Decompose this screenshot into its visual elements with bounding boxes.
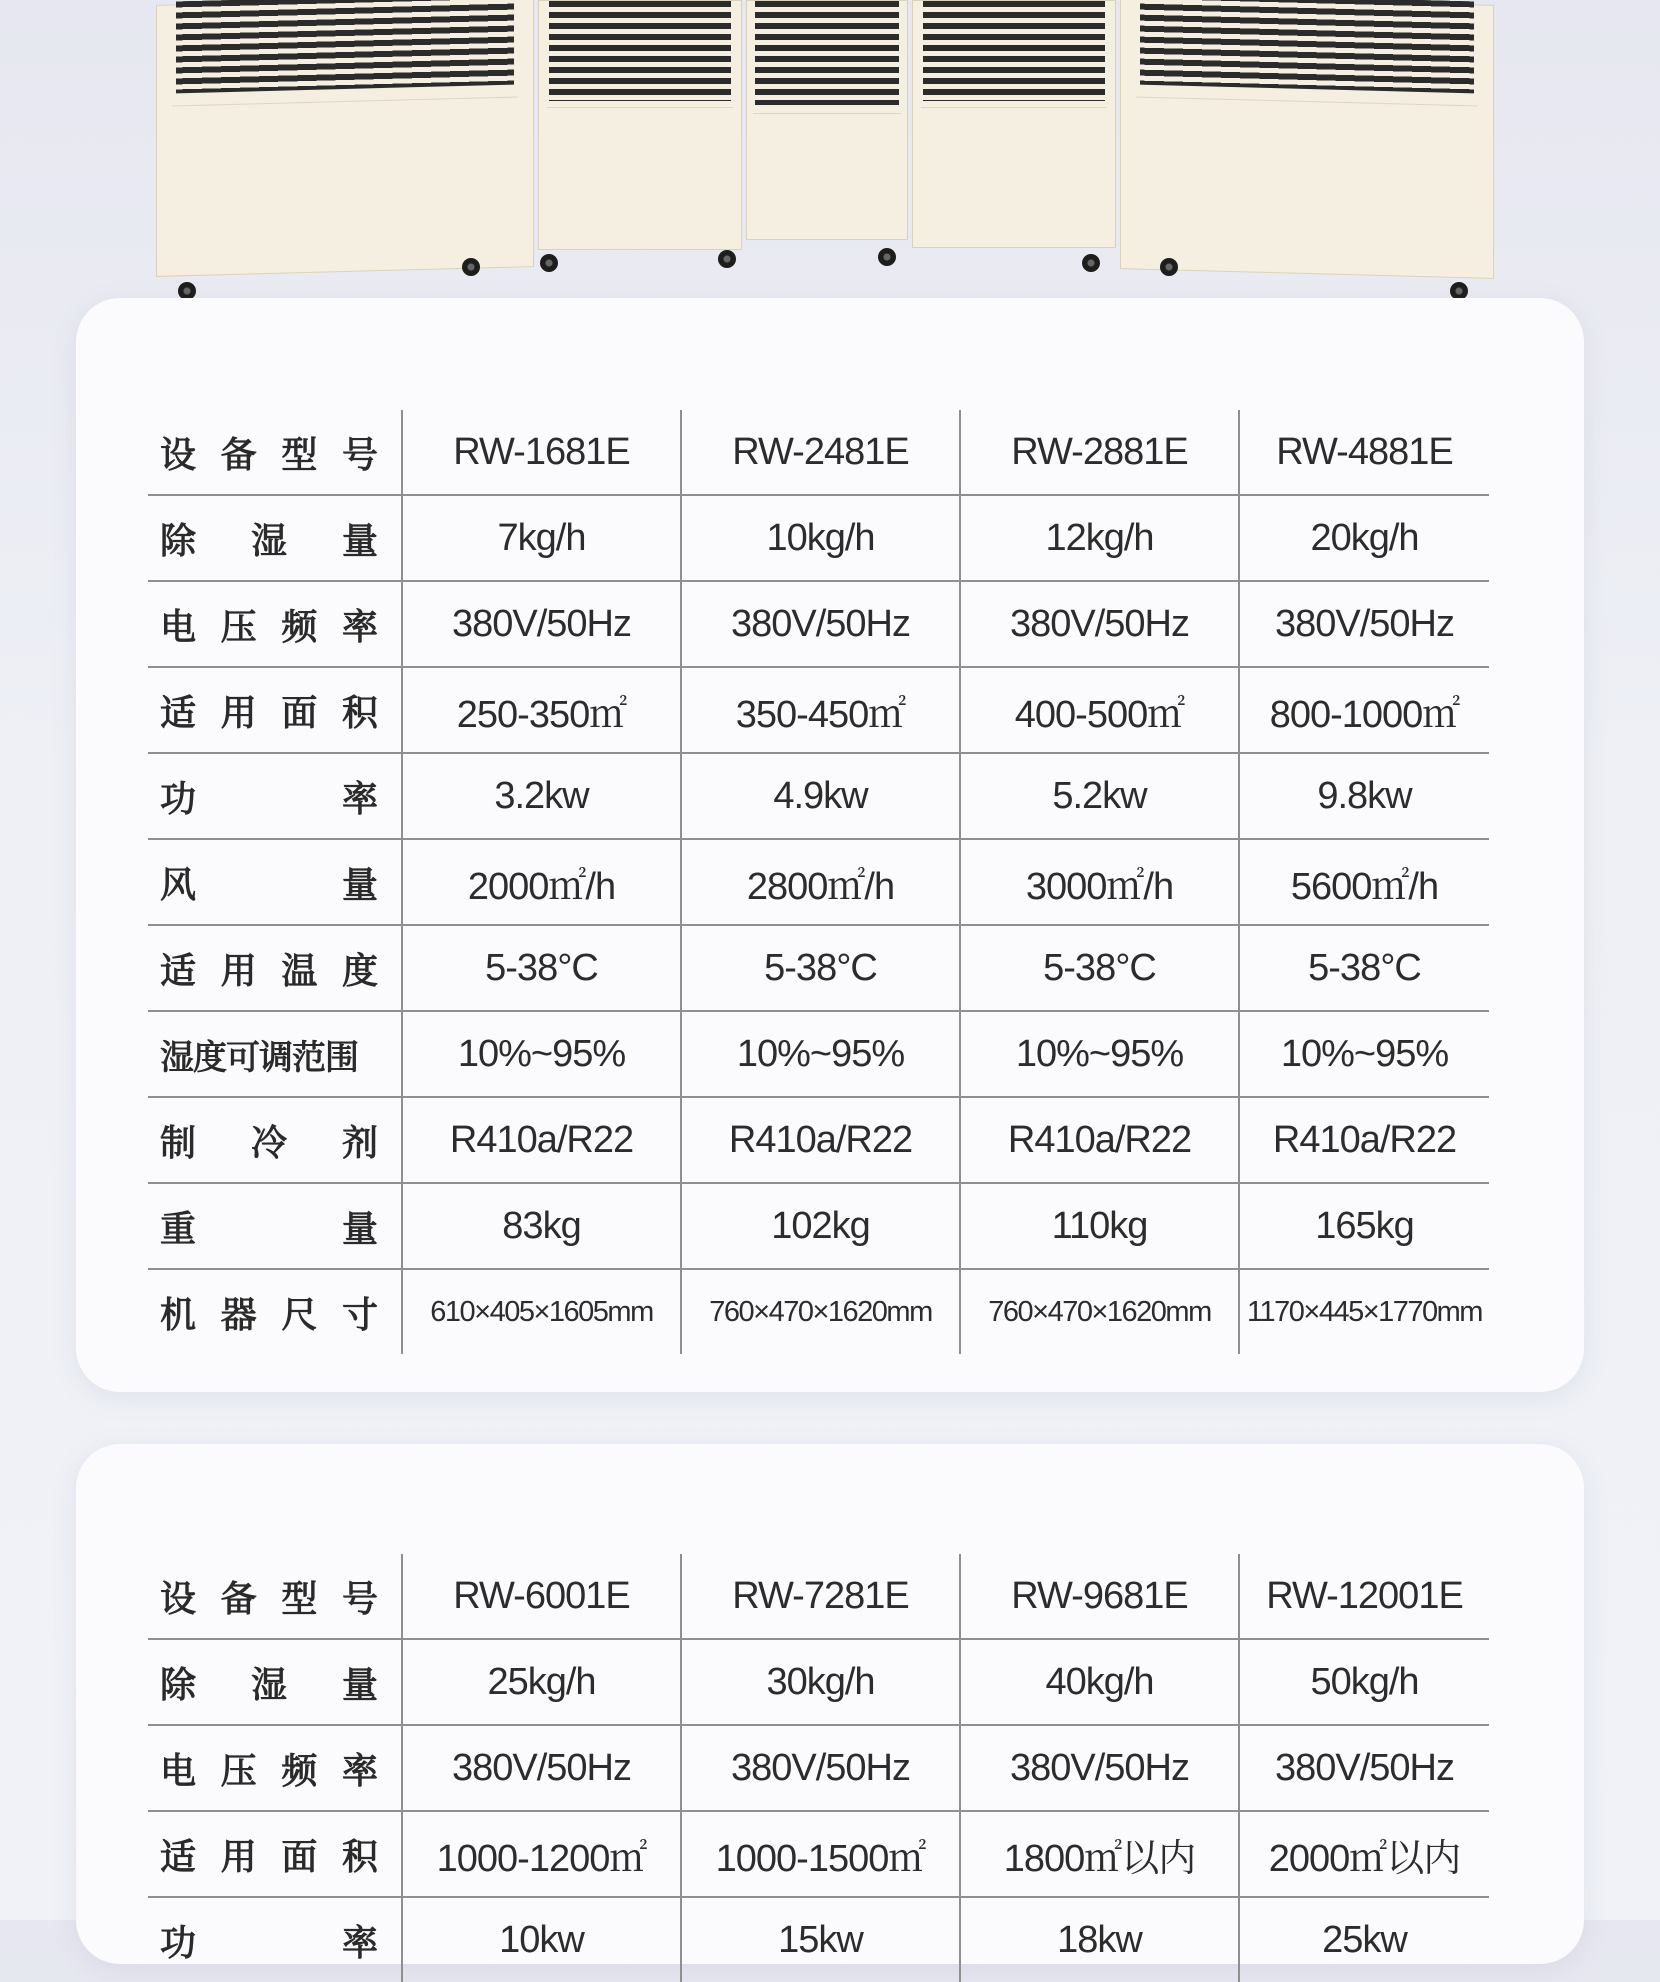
table-cell: RW-4881E bbox=[1239, 410, 1489, 495]
table-row bbox=[148, 1183, 1489, 1269]
table-cell: 25kg/h bbox=[402, 1639, 681, 1725]
table-row bbox=[148, 1639, 1489, 1725]
table-cell: 12kg/h bbox=[960, 495, 1239, 581]
table-cell: RW-2481E bbox=[681, 410, 960, 495]
row-label bbox=[148, 581, 402, 667]
spec-table bbox=[148, 1554, 1489, 1982]
wheel-icon bbox=[462, 258, 480, 276]
row-label bbox=[148, 1639, 402, 1725]
row-label-text: 风 量 bbox=[160, 864, 378, 906]
table-row bbox=[148, 1269, 1489, 1354]
table-row bbox=[148, 1554, 1489, 1639]
table-cell: 5-38°C bbox=[681, 925, 960, 1011]
row-label-text: 电 压 频 率 bbox=[160, 606, 378, 648]
spec-card bbox=[76, 298, 1584, 1392]
wheel-icon bbox=[878, 248, 896, 266]
table-cell: 2000㎡以内 bbox=[1239, 1811, 1489, 1897]
table-cell: RW-7281E bbox=[681, 1554, 960, 1639]
row-label-text: 适 用 面 积 bbox=[160, 1836, 378, 1878]
table-cell: 380V/50Hz bbox=[1239, 581, 1489, 667]
dehumidifier-unit bbox=[156, 0, 534, 277]
table-cell: RW-2881E bbox=[960, 410, 1239, 495]
row-label bbox=[148, 753, 402, 839]
dehumidifier-unit bbox=[746, 0, 908, 240]
table-cell: 380V/50Hz bbox=[960, 581, 1239, 667]
table-cell: R410a/R22 bbox=[1239, 1097, 1489, 1183]
row-label-text: 适 用 面 积 bbox=[160, 692, 378, 734]
table-cell: 5-38°C bbox=[960, 925, 1239, 1011]
table-row bbox=[148, 1811, 1489, 1897]
table-cell: 10%~95% bbox=[960, 1011, 1239, 1097]
wheel-icon bbox=[1160, 258, 1178, 276]
dehumidifier-unit bbox=[912, 0, 1116, 248]
table-cell: 1800㎡以内 bbox=[960, 1811, 1239, 1897]
table-cell: 5600㎡/h bbox=[1239, 839, 1489, 925]
table-cell: R410a/R22 bbox=[960, 1097, 1239, 1183]
table-row bbox=[148, 1097, 1489, 1183]
row-label-text: 功 率 bbox=[160, 1922, 378, 1964]
row-label bbox=[148, 1897, 402, 1982]
table-cell: 2000㎡/h bbox=[402, 839, 681, 925]
row-label bbox=[148, 1097, 402, 1183]
row-label-text: 制 冷 剂 bbox=[160, 1122, 378, 1164]
table-cell: RW-1681E bbox=[402, 410, 681, 495]
row-label-text: 设 备 型 号 bbox=[160, 1578, 378, 1620]
table-cell: 10kw bbox=[402, 1897, 681, 1982]
table-cell: 350-450㎡ bbox=[681, 667, 960, 753]
row-label bbox=[148, 839, 402, 925]
table-row bbox=[148, 410, 1489, 495]
table-cell: 10%~95% bbox=[402, 1011, 681, 1097]
table-cell: 380V/50Hz bbox=[681, 1725, 960, 1811]
product-photo bbox=[0, 0, 1660, 310]
table-cell: RW-12001E bbox=[1239, 1554, 1489, 1639]
table-cell: 4.9kw bbox=[681, 753, 960, 839]
row-label bbox=[148, 410, 402, 495]
table-cell: 7kg/h bbox=[402, 495, 681, 581]
wheel-icon bbox=[1082, 254, 1100, 272]
table-cell: 3.2kw bbox=[402, 753, 681, 839]
table-cell: 110kg bbox=[960, 1183, 1239, 1269]
table-cell: R410a/R22 bbox=[681, 1097, 960, 1183]
table-cell: 610×405×1605mm bbox=[402, 1269, 681, 1354]
row-label-text: 机 器 尺 寸 bbox=[160, 1294, 378, 1336]
table-cell: 83kg bbox=[402, 1183, 681, 1269]
table-cell: 800-1000㎡ bbox=[1239, 667, 1489, 753]
table-cell: 10kg/h bbox=[681, 495, 960, 581]
table-cell: 1170×445×1770mm bbox=[1239, 1269, 1489, 1354]
row-label bbox=[148, 1725, 402, 1811]
table-row bbox=[148, 753, 1489, 839]
table-row bbox=[148, 1011, 1489, 1097]
table-cell: 380V/50Hz bbox=[402, 1725, 681, 1811]
table-cell: 3000㎡/h bbox=[960, 839, 1239, 925]
row-label-text: 适 用 温 度 bbox=[160, 950, 378, 992]
dehumidifier-unit bbox=[538, 0, 742, 250]
table-cell: 50kg/h bbox=[1239, 1639, 1489, 1725]
table-cell: 380V/50Hz bbox=[402, 581, 681, 667]
row-label bbox=[148, 1554, 402, 1639]
row-label bbox=[148, 1011, 402, 1097]
table-cell: 20kg/h bbox=[1239, 495, 1489, 581]
table-cell: 40kg/h bbox=[960, 1639, 1239, 1725]
table-row bbox=[148, 839, 1489, 925]
table-cell: 2800㎡/h bbox=[681, 839, 960, 925]
row-label-text: 除 湿 量 bbox=[160, 520, 378, 562]
row-label-text: 功 率 bbox=[160, 778, 378, 820]
table-cell: 5.2kw bbox=[960, 753, 1239, 839]
row-label bbox=[148, 1183, 402, 1269]
spec-card bbox=[76, 1444, 1584, 1964]
dehumidifier-unit bbox=[1120, 0, 1494, 279]
spec-table bbox=[148, 410, 1489, 1354]
table-cell: 30kg/h bbox=[681, 1639, 960, 1725]
row-label-text: 湿 度 可 调 范 围 bbox=[160, 1037, 358, 1078]
table-row bbox=[148, 925, 1489, 1011]
row-label bbox=[148, 495, 402, 581]
table-cell: 9.8kw bbox=[1239, 753, 1489, 839]
table-cell: 250-350㎡ bbox=[402, 667, 681, 753]
table-cell: RW-6001E bbox=[402, 1554, 681, 1639]
table-cell: 1000-1500㎡ bbox=[681, 1811, 960, 1897]
table-row bbox=[148, 581, 1489, 667]
table-cell: 18kw bbox=[960, 1897, 1239, 1982]
table-cell: 10%~95% bbox=[1239, 1011, 1489, 1097]
table-cell: 1000-1200㎡ bbox=[402, 1811, 681, 1897]
row-label-text: 设 备 型 号 bbox=[160, 434, 378, 476]
table-cell: 5-38°C bbox=[402, 925, 681, 1011]
row-label bbox=[148, 925, 402, 1011]
wheel-icon bbox=[718, 250, 736, 268]
table-row bbox=[148, 495, 1489, 581]
table-cell: 400-500㎡ bbox=[960, 667, 1239, 753]
row-label-text: 电 压 频 率 bbox=[160, 1750, 378, 1792]
table-cell: 380V/50Hz bbox=[1239, 1725, 1489, 1811]
table-cell: R410a/R22 bbox=[402, 1097, 681, 1183]
table-cell: 380V/50Hz bbox=[960, 1725, 1239, 1811]
table-row bbox=[148, 1725, 1489, 1811]
table-cell: 165kg bbox=[1239, 1183, 1489, 1269]
table-row bbox=[148, 667, 1489, 753]
table-cell: RW-9681E bbox=[960, 1554, 1239, 1639]
row-label-text: 重 量 bbox=[160, 1208, 378, 1250]
table-cell: 5-38°C bbox=[1239, 925, 1489, 1011]
table-cell: 15kw bbox=[681, 1897, 960, 1982]
table-row bbox=[148, 1897, 1489, 1982]
table-cell: 10%~95% bbox=[681, 1011, 960, 1097]
table-cell: 102kg bbox=[681, 1183, 960, 1269]
table-cell: 25kw bbox=[1239, 1897, 1489, 1982]
table-cell: 760×470×1620mm bbox=[681, 1269, 960, 1354]
row-label bbox=[148, 1811, 402, 1897]
wheel-icon bbox=[540, 254, 558, 272]
row-label-text: 除 湿 量 bbox=[160, 1664, 378, 1706]
row-label bbox=[148, 667, 402, 753]
table-cell: 380V/50Hz bbox=[681, 581, 960, 667]
table-cell: 760×470×1620mm bbox=[960, 1269, 1239, 1354]
row-label bbox=[148, 1269, 402, 1354]
